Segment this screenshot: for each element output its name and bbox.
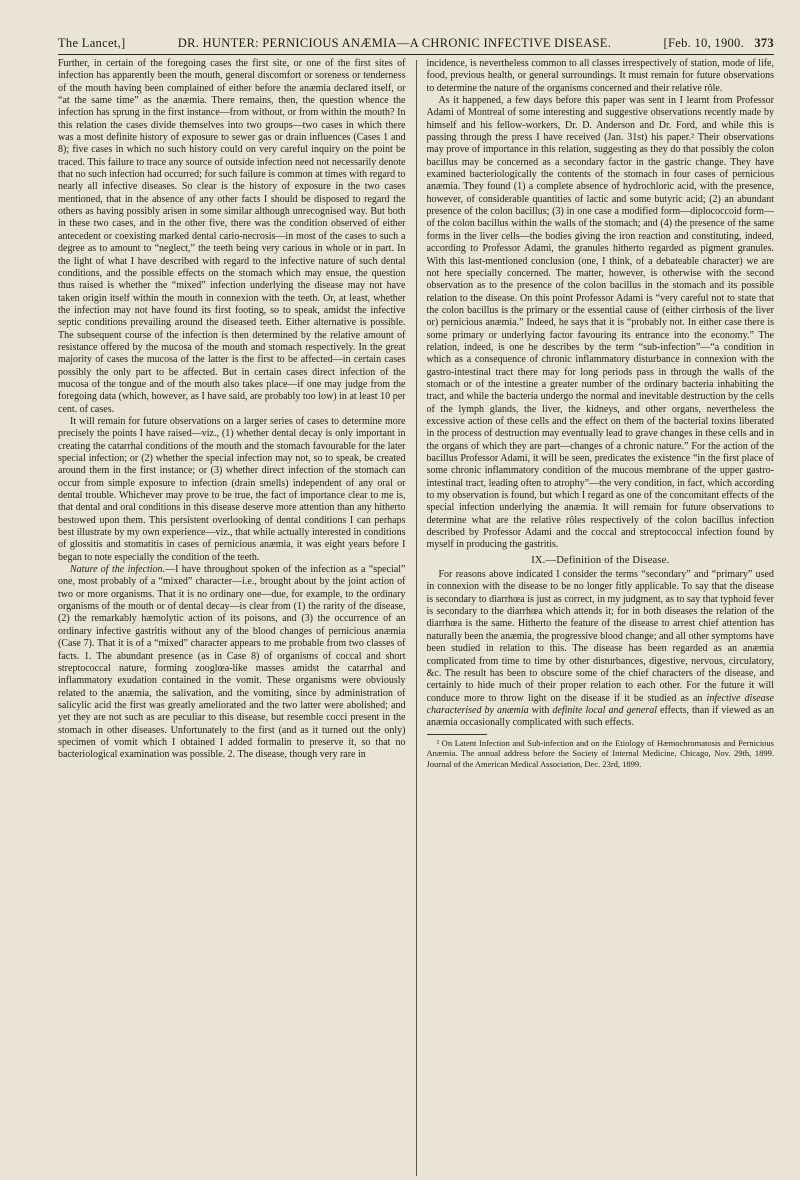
journal-name: The Lancet,]	[58, 36, 126, 50]
right-column	[427, 58, 775, 1176]
column-divider	[416, 60, 417, 1176]
left-column	[58, 58, 406, 1176]
paragraph-lead: Nature of the infection.	[70, 564, 166, 576]
issue-date: [Feb. 10, 1900.	[663, 36, 745, 50]
running-header	[58, 36, 774, 55]
text-columns	[58, 58, 774, 1176]
section-heading: IX.—Definition of the Disease.	[531, 554, 670, 566]
paragraph: For reasons above indicated I consider the terms “secondary” and “primary” used in connexion with the disease to be no longer fitly applicable. To say that the disease is secondary to diarrhœa is just as correct, in my judgment, as to say that typhoid fever is secondary to the diarrhœa which attends it; for in both diseases the relation of the diarrhœa is the same. Hitherto the feature of the disease to arrest chief attention has naturally been the anæmia, the progressive blood change; and all other symptoms have been studied in relation to this. The disease has been regarded as an anæmia complicated from time to time by other disturbances, digestive, nervous, circulatory, &c. The result has been to obscure some of the chief characters of the disease, and certainly to hide much of their proper relation to each other. For the future it will conduce more to throw light on the disease if it be studied as an infective disease characterised by anæmia with definite local and general effects, than if viewed as an anæmia occasionally complicated with such effects.	[426, 569, 774, 729]
paragraph: incidence, is nevertheless common to all classes irrespectively of station, mode of life, food, previous health, or general surroundings. It must remain for future observations to determine the nature of the organisms concerned and their relative rôle.	[426, 58, 774, 94]
paragraph: It will remain for future observations on a larger series of cases to determine more precisely the points I have raised—viz., (1) whether dental decay is only important in creating the catarrhal conditions of the mouth and the stomach favourable for the later special infection; or (2) whether the special infection may not, so to speak, be created around them in the first instance; or (3) whether direct infection of the stomach can occur from simple exposure to infection (drain smells) independent of any oral or dental trouble. Whichever may prove to be true, the fact of importance clear to me is, that dental and oral conditions in this disease deserve more attention than any hitherto bestowed upon them. This persistent overlooking of dental conditions I can perhaps best illustrate by my own experience—viz., that while actually interested in conditions of glossitis and stomatitis in cases of pernicious anæmia, it was eight years before I began to note especially the condition of the teeth.	[58, 415, 406, 563]
article-title: DR. HUNTER: PERNICIOUS ANÆMIA—A CHRONIC INFECTIVE DISEASE.	[177, 36, 612, 50]
paragraph: Nature of the infection.—I have throughout spoken of the infection as a “special” one, most probably of a “mixed” character—i.e., brought about by the joint action of two or more organisms. That it is no ordinary one—due, for example, to the ordinary organisms of the mouth or of dental decay—is clear from (1) the rarity of the disease, (2) the remarkably hæmolytic action of its poisons, and (3) the occurrence of an ordinary infective gastritis without any of the blood changes of pernicious anæmia (Case 7). That it is of a “mixed” character appears to me probable from two classes of facts. 1. The abundant presence (as in Case 8) of organisms of coccal and short streptococcal nature, forming zooglœa-like masses amidst the catarrhal and inflammatory exudation contained in the vomit. These organisms were obviously related to the anæmia, the salivation, and the vomiting, since by administration of salicylic acid the first was greatly ameliorated and the two latter were abolished; and yet they are not such as are peculiar to this disease, but resemble cocci present in the stomach in other diseases. Unfortunately to the first (and as it turned out the only) specimen of vomit which I obtained I added formalin to preserve it, so that no bacteriological examination was possible. 2. The disease, though very rare in	[58, 564, 406, 761]
paragraph: Further, in certain of the foregoing cases the first site, or one of the first sites of infection has apparently been the mouth, general discomfort or soreness or tenderness of the mouth having been complained of either before the anæmia declared itself, or “at the same time” as the anæmia. There remains, then, the question whence the infection has sprung in the first instance—from without, or from within the mouth? In this relation the cases divide themselves into two groups—two cases in which there was a most definite history of exposure to sewer gas or drain influences (Cases 1 and 8); five cases in which no such history could on very careful inquiry on the point be traced. This failure to trace any source of outside infection need not necessarily denote that no such infection had occurred; for such failure is common at times with regard to nearly all infective diseases. So clear is the history of exposure in the two cases mentioned, that in the absence of any other facts I should be disposed to regard the others as having possibly arisen in some similar although unrecognised way. But both in these two cases, and in the other five, there was the condition observed of either antecedent or coexisting marked dental cario-necrosis—in most of the cases to such a degree as to amount to “neglect,” the teeth being very carious in whole or in part. In the light of what I have described with regard to the infective nature of such dental conditions, and the possible effects on the stomach which may ensue, the question thus raised is whether the “mixed” infection underlying the disease may not have taken origin itself within the mouth in connexion with the teeth. Or, at least, whether the infection may not have found its first footing, so to speak, amidst the infective septic conditions prevailing around the diseased teeth. Either alternative is possible. The subsequent course of the infection is then determined by the relative amount of resistance offered by the mucosa of the mouth and stomach respectively. In the great majority of cases the mucosa of the latter is the first to be affected—in certain cases possibly the only part to be affected. But in certain cases direct infection of the mucosa of the tongue and of the mouth also takes place—if one may judge from the foregoing data (which, however, as I have said, are probably too low) in at least 10 per cent. of cases.	[58, 58, 406, 415]
page-number: 373	[754, 36, 774, 50]
footnote: ² On Latent Infection and Sub-infection and on the Etiology of Hæmochromatosis and Pernicious Anæmia. The annual address before the Society of Internal Medicine, Chicago, Nov. 29th, 1899. Journal of the American Medical Association, Dec. 23rd, 1899.	[426, 737, 774, 769]
paragraph: As it happened, a few days before this paper was sent in I learnt from Professor Adami of Montreal of some interesting and suggestive observations recently made by himself and his fellow-workers, Dr. D. Anderson and Dr. Ford, and while this is passing through the press I have received (Jan. 31st) his paper.² Their observations may prove of importance in this relation, suggesting as they do that possibly the colon bacillus may be concerned as a secondary factor in the gastric change. They have examined bacteriologically the contents of the stomach in four cases of pernicious anæmia. They found (1) a complete absence of hydrochloric acid, with the presence, however, of considerable quantities of lactic and some butyric acid; (2) an abundant presence of the colon bacillus; (3) in one case a modified form—diplococcoid form—of the colon bacillus within the walls of the stomach; and (4) the presence of the same forms in the liver cells—the bodies giving the iron reaction and constituting, indeed, according to Professor Adami, the granules hitherto regarded as pigment granules. With this last-mentioned conclusion (one, I think, of a debateable character) we are not here specially concerned. The matter, however, is otherwise with the second observation as to the presence of the colon bacillus in the stomach and its possible relation to the disease. On this point Professor Adami is “very careful not to state that the colon bacillus is the primary or the essential cause of (either cirrhosis of the liver or) pernicious anæmia.” Indeed, he says that it is “probably not. In either case there is some primary or underlying factor favouring its entrance into the economy.” The relation, indeed, is one he describes by the term “sub-infection”—“a condition in which as a consequence of chronic inflammatory disturbance in connexion with the gastro-intestinal tract there may for long periods pass in through the walls of the stomach or of the intestine a greater number of the ordinary bacteria inhabiting the tract, and while the bacteria undergo the normal and inevitable destruction by the cells of the lymph glands, the liver, the kidneys, and other organs, nevertheless the excessive action of these cells and the effect on them of the bacterial toxins liberated in the process of destruction may eventually lead to grave changes in these cells and in the organs of which they are part—changes of a chronic nature.” For the action of the bacillus Professor Adami, it will be seen, predicates the existence “in the first place of some chronic inflammatory condition of the mucous membrane of the upper gastro-intestinal tract, leading often to atrophy”—the very condition, in fact, which according to my observation is found, but which I regard as one of the concomitant effects of the special infection underlying the anæmia. It will remain for future observations to determine what are the relative rôles respectively of the colon bacillus infection described by Professor Adami and the coccal and streptococcal infection found by myself in producing the gastritis.	[426, 95, 774, 551]
footnote-rule	[427, 734, 487, 735]
